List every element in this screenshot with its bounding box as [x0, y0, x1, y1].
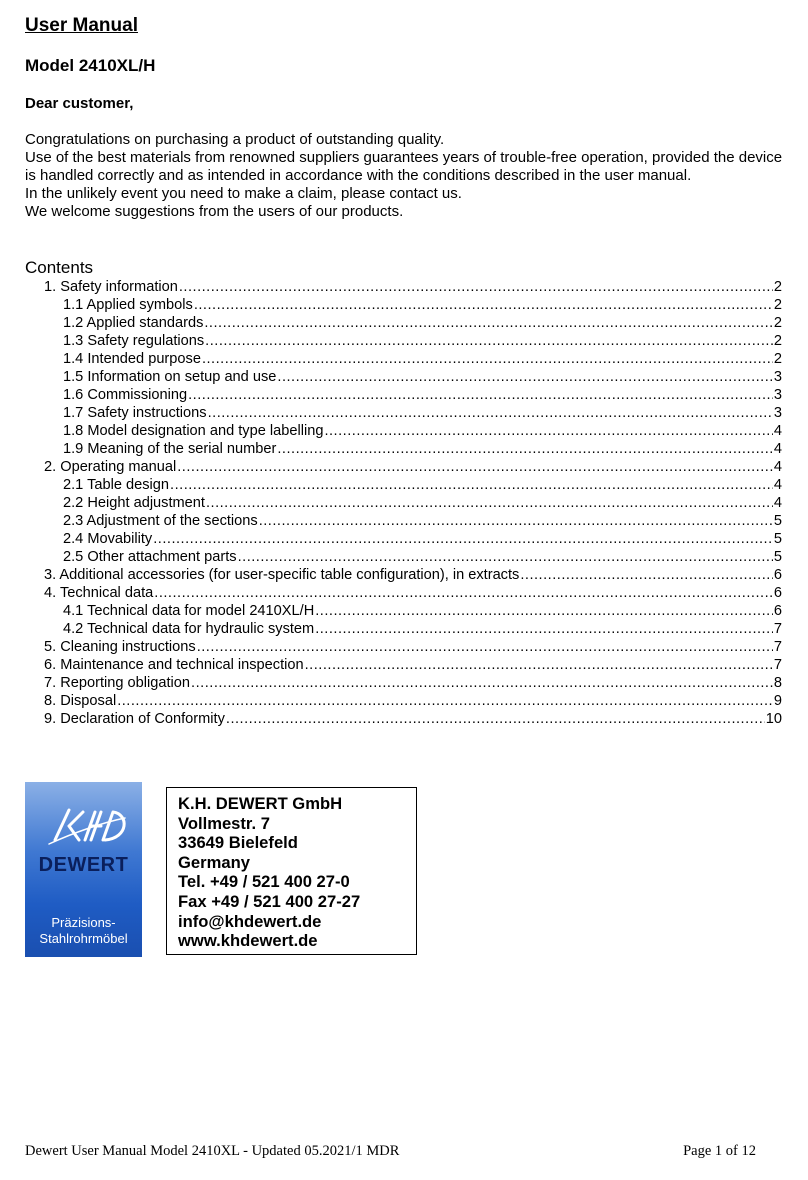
intro-paragraph: Use of the best materials from renowned suppliers guarantees years of trouble-free operation, provided the device is handled correctly and as intended in accordance with the conditions described in the user manual. — [25, 149, 783, 184]
contents-heading: Contents — [25, 258, 94, 277]
toc-entry-page: 4 — [773, 459, 782, 475]
toc-entry — [44, 296, 782, 314]
toc-entry-title: 2.3 Adjustment of the sections — [63, 513, 258, 529]
toc-leader-dots — [202, 350, 773, 368]
toc-entry-title: 2.4 Movability — [63, 531, 153, 547]
toc-entry — [44, 386, 782, 404]
country: Germany — [178, 852, 250, 872]
toc-leader-dots — [226, 710, 765, 728]
toc-entry-title: 4. Technical data — [44, 585, 154, 601]
footer-document-info: Dewert User Manual Model 2410XL - Updated 05.2021/1 MDR — [25, 1143, 400, 1159]
intro-text — [25, 131, 785, 221]
toc-entry-page: 2 — [773, 297, 782, 313]
toc-leader-dots — [170, 476, 773, 494]
toc-leader-dots — [206, 494, 773, 512]
address-box — [166, 787, 417, 955]
toc-entry-page: 5 — [773, 513, 782, 529]
toc-entry — [44, 314, 782, 332]
toc-entry-title: 1.9 Meaning of the serial number — [63, 441, 277, 457]
toc-leader-dots — [205, 332, 773, 350]
toc-entry-page: 7 — [773, 639, 782, 655]
toc-leader-dots — [259, 512, 773, 530]
toc-entry-page: 4 — [773, 495, 782, 511]
toc-entry-title: 9. Declaration of Conformity — [44, 711, 225, 727]
toc-entry — [44, 692, 782, 710]
toc-entry — [44, 440, 782, 458]
toc-entry-page: 7 — [773, 657, 782, 673]
toc-entry-page: 9 — [773, 693, 782, 709]
toc-leader-dots — [153, 530, 773, 548]
toc-entry — [44, 422, 782, 440]
intro-paragraph: In the unlikely event you need to make a claim, please contact us. — [25, 185, 462, 202]
toc-entry — [44, 620, 782, 638]
toc-entry-title: 7. Reporting obligation — [44, 675, 191, 691]
toc-entry-page: 4 — [773, 441, 782, 457]
toc-entry-title: 6. Maintenance and technical inspection — [44, 657, 304, 673]
toc-leader-dots — [177, 458, 773, 476]
toc-entry — [44, 548, 782, 566]
toc-entry-title: 2.2 Height adjustment — [63, 495, 205, 511]
logo-tagline-line: Stahlrohrmöbel — [39, 931, 128, 946]
toc-entry — [44, 674, 782, 692]
toc-entry-title: 1.6 Commissioning — [63, 387, 188, 403]
toc-entry-title: 4.2 Technical data for hydraulic system — [63, 621, 315, 637]
telephone: Tel. +49 / 521 400 27-0 — [178, 872, 350, 892]
toc-entry-page: 8 — [773, 675, 782, 691]
toc-leader-dots — [191, 674, 773, 692]
logo-tagline-line: Präzisions- — [51, 915, 116, 930]
document-title: User Manual — [25, 15, 138, 36]
toc-entry-page: 6 — [773, 603, 782, 619]
toc-leader-dots — [277, 368, 772, 386]
toc-entry-page: 2 — [773, 279, 782, 295]
toc-entry — [44, 566, 782, 584]
toc-entry-page: 7 — [773, 621, 782, 637]
toc-leader-dots — [277, 440, 773, 458]
toc-entry — [44, 332, 782, 350]
toc-leader-dots — [154, 584, 773, 602]
toc-entry-title: 1.1 Applied symbols — [63, 297, 193, 313]
toc-leader-dots — [194, 296, 773, 314]
toc-entry-title: 1.8 Model designation and type labelling — [63, 423, 324, 439]
toc-entry-title: 3. Additional accessories (for user-specific table configuration), in extracts — [44, 567, 520, 583]
toc-entry-title: 1.5 Information on setup and use — [63, 369, 277, 385]
intro-paragraph: We welcome suggestions from the users of our products. — [25, 203, 404, 220]
toc-entry — [44, 710, 782, 728]
logo-tagline — [25, 915, 142, 947]
fax: Fax +49 / 521 400 27-27 — [178, 891, 361, 911]
toc-entry-title: 1.3 Safety regulations — [63, 333, 205, 349]
dewert-logo — [25, 782, 142, 957]
toc-entry-title: 1.2 Applied standards — [63, 315, 204, 331]
toc-entry — [44, 350, 782, 368]
toc-entry-page: 10 — [765, 711, 782, 727]
toc-entry — [44, 368, 782, 386]
greeting: Dear customer, — [25, 95, 134, 112]
toc-entry-page: 3 — [773, 405, 782, 421]
intro-paragraph: Congratulations on purchasing a product of outstanding quality. — [25, 131, 445, 148]
table-of-contents — [44, 278, 782, 728]
toc-entry-title: 1. Safety information — [44, 279, 178, 295]
toc-entry-title: 1.4 Intended purpose — [63, 351, 201, 367]
toc-entry-page: 5 — [773, 549, 782, 565]
toc-entry-title: 2. Operating manual — [44, 459, 177, 475]
toc-entry-page: 3 — [773, 369, 782, 385]
city: 33649 Bielefeld — [178, 833, 298, 853]
toc-entry-page: 3 — [773, 387, 782, 403]
toc-leader-dots — [179, 278, 773, 296]
toc-entry — [44, 404, 782, 422]
toc-leader-dots — [520, 566, 773, 584]
toc-entry — [44, 476, 782, 494]
toc-entry-title: 5. Cleaning instructions — [44, 639, 196, 655]
toc-entry — [44, 458, 782, 476]
toc-entry-page: 5 — [773, 531, 782, 547]
toc-leader-dots — [208, 404, 773, 422]
toc-entry — [44, 602, 782, 620]
toc-entry — [44, 494, 782, 512]
street: Vollmestr. 7 — [178, 813, 270, 833]
toc-entry-page: 4 — [773, 477, 782, 493]
toc-leader-dots — [238, 548, 773, 566]
toc-leader-dots — [315, 602, 773, 620]
toc-entry — [44, 530, 782, 548]
toc-leader-dots — [188, 386, 773, 404]
logo-brand: DEWERT — [38, 854, 129, 876]
toc-entry-page: 2 — [773, 315, 782, 331]
toc-leader-dots — [117, 692, 773, 710]
toc-entry-page: 6 — [773, 585, 782, 601]
toc-entry-title: 1.7 Safety instructions — [63, 405, 207, 421]
toc-entry-title: 2.1 Table design — [63, 477, 170, 493]
toc-leader-dots — [204, 314, 773, 332]
toc-entry-title: 2.5 Other attachment parts — [63, 549, 237, 565]
toc-leader-dots — [315, 620, 773, 638]
toc-entry-page: 4 — [773, 423, 782, 439]
toc-entry — [44, 512, 782, 530]
toc-entry-title: 8. Disposal — [44, 693, 117, 709]
toc-entry — [44, 638, 782, 656]
toc-leader-dots — [197, 638, 773, 656]
footer-page-number: Page 1 of 12 — [683, 1143, 756, 1159]
model-heading: Model 2410XL/H — [25, 56, 156, 75]
toc-entry-title: 4.1 Technical data for model 2410XL/H — [63, 603, 315, 619]
toc-entry — [44, 656, 782, 674]
toc-entry-page: 2 — [773, 333, 782, 349]
toc-leader-dots — [324, 422, 772, 440]
email: info@khdewert.de — [178, 911, 322, 931]
company-name: K.H. DEWERT GmbH — [178, 794, 343, 813]
toc-leader-dots — [305, 656, 773, 674]
website: www.khdewert.de — [178, 931, 318, 951]
toc-entry-page: 6 — [773, 567, 782, 583]
toc-entry — [44, 584, 782, 602]
toc-entry — [44, 278, 782, 296]
toc-entry-page: 2 — [773, 351, 782, 367]
